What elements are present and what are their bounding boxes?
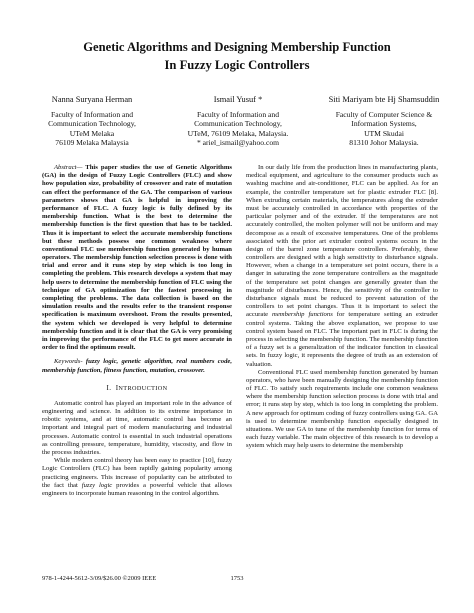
left-column [42, 164, 232, 498]
keywords-label: Keywords- [54, 358, 83, 366]
page-number: 1753 [230, 575, 244, 582]
author-block [22, 95, 454, 148]
affiliation-line: Faculty of Computer Science & [335, 109, 433, 119]
affiliation-line: Communication Technology, [194, 119, 282, 129]
affiliation-line: Faculty of Information and [196, 109, 280, 119]
section-title-first-letter: I [115, 383, 119, 392]
affiliation-line: Information Systems, [351, 119, 417, 129]
intro-paragraph-2 [42, 457, 232, 498]
section-number: I. [106, 383, 112, 392]
right-p1-emphasis: membership functions [272, 311, 333, 319]
intro-paragraph-1: Automatic control has played an important role in the advance of engineering and science. In addition to its extreme importance in robotic systems, and at time, automatic control has become an important and integral part of modern manufacturing and industrial processes. Automatic control is essential in such industrial operations as controlling pressure, temperature, humidity, viscosity, and flow in the process industries. [42, 399, 232, 456]
title-line-2: In Fuzzy Logic Controllers [164, 58, 310, 72]
right-column [246, 164, 438, 451]
intro-p2-emphasis: fuzzy logic [81, 481, 113, 489]
title-line-1: Genetic Algorithms and Designing Membership Function [83, 40, 391, 54]
right-p1-text-a: In our daily life from the production lines in manufacturing plants, medical equipment, and agriculture to the consumer products such as washing machine and air-conditioner, FLC can be applied. As for an example, the controller temperature set for plastic extruder FLC [8]. When extruding certain materials, the temperatures along the extruder must be accurately controlled in accordance with properties of the particular polymer and of the extruder. If the temperatures are not accurately controlled, the molten polymer will not be uniform and may decompose as a result of excessive temperatures. One of the problems associated with the prior art extruder control systems occurs in the design of the barrel zone temperature controllers. Preferably, these controllers are designed with a high sensitivity to disturbance signals. However, when a change in a temperature set point occurs, there is a danger in saturating the zone temperature controllers as the magnitude of the temperature set point changes are generally greater than the magnitude of disturbances. Hence, the sensitivity of the controller to disturbance signals must be reduced to prevent saturation of the controllers to set point changes. Thus it is important to select the accurate [246, 164, 438, 319]
abstract-text: This paper studies the use of Genetic Algorithms (GA) in the design of Fuzzy Logic Controllers (FLC) and show how population size, probability of crossover and rate of mutation can effect the performance of the GA. The comparison of various parameters shows that GA is helpful in improving the performance of FLC. A fuzzy logic is fully defined by its membership function. What is the best to determine the membership function is the first question that has to be tackled. Thus it is important to select the accurate membership functions but these methods possess one common weakness where conventional FLC use membership function generated by human operators. The membership function selection process is done with trial and error and it runs step by step which is too long in completing the problem. This research develops a system that may help users to determine the membership function of FLC using the technique of GA optimization for the fastest processing in completing the problems. The data collection is based on the simulation results and the results refer to the transient response specification is maximum overshoot. From the results presented, the system which we developed is very helpful to determine membership function and it is clear that the GA is very promising in improving the performance of the FLC to get more accurate in order to find the optimum result. [42, 164, 232, 352]
affiliation-line: 76109 Melaka Malaysia [55, 138, 129, 148]
abstract-label: Abstract— [54, 164, 83, 171]
right-paragraph-1 [246, 164, 438, 369]
affiliation-line: 81310 Johor Malaysia. [349, 138, 419, 148]
author-name: Nanna Suryana Herman [51, 95, 133, 104]
right-paragraph-2: Conventional FLC used membership function generated by human operators, who have been manually designing the membership function of FLC. To satisfy such requirements include one common weakness where the membership function selection process is done with trial and error; it runs step by step, which is too long in completing the problem. A new approach for optimum coding of fuzzy controllers using GA. GA is used to determine membership function especially designed in situations. We use GA to tune of the membership function for terms of each fuzzy variable. The main objective of this research is to develop a system which may help users to determine the membership [246, 368, 438, 450]
affiliation-line: Communication Technology, [48, 119, 136, 129]
author-2 [168, 95, 308, 148]
keywords-text: fuzzy logic, genetic algorithm, real numbers code, membership function, fitness function, mutation, crossover. [42, 358, 232, 374]
author-name: Ismail Yusuf * [213, 95, 263, 104]
affiliation-line: Faculty of Information and [50, 109, 134, 119]
intro-p2-text-b: provides a powerful vehicle that allows engineers to incorporate human reasoning in the control algorithm. [42, 481, 232, 497]
copyright-footer: 978-1-4244-5612-3/09/$26.00 ©2009 IEEE [42, 575, 157, 582]
section-heading-introduction [42, 384, 232, 393]
author-email: * ariel_ismail@yahoo.com [196, 138, 280, 148]
section-title-rest: NTRODUCTION [118, 384, 168, 392]
abstract [42, 164, 232, 352]
affiliation-line: UTeM Melaka [69, 128, 115, 138]
author-1 [22, 95, 162, 148]
right-p1-text-b: for temperature setting an extruder control systems. Taking the above explanation, we propose to use control system based on FLC. The important part in FLC is during the process in selecting the membership function. The membership function of a fuzzy set is a generalization of the indicator function in classical sets. In fuzzy logic, it represents the degree of truth as an extension of valuation. [246, 311, 438, 368]
affiliation-line: UTeM, 76109 Melaka, Malaysia. [187, 128, 289, 138]
affiliation-line: UTM Skudai [364, 128, 404, 138]
paper-title [0, 38, 474, 74]
author-3 [314, 95, 454, 148]
keywords [42, 358, 232, 374]
intro-p2-text-a: While modern control theory has been easy to practice [10], fuzzy Logic Controllers (FLC) has been rapidly gaining popularity among practicing engineers. This increase of popularity can be attributed to the fact that [42, 457, 232, 489]
author-name: Siti Mariyam bte Hj Shamsuddin [328, 95, 440, 104]
